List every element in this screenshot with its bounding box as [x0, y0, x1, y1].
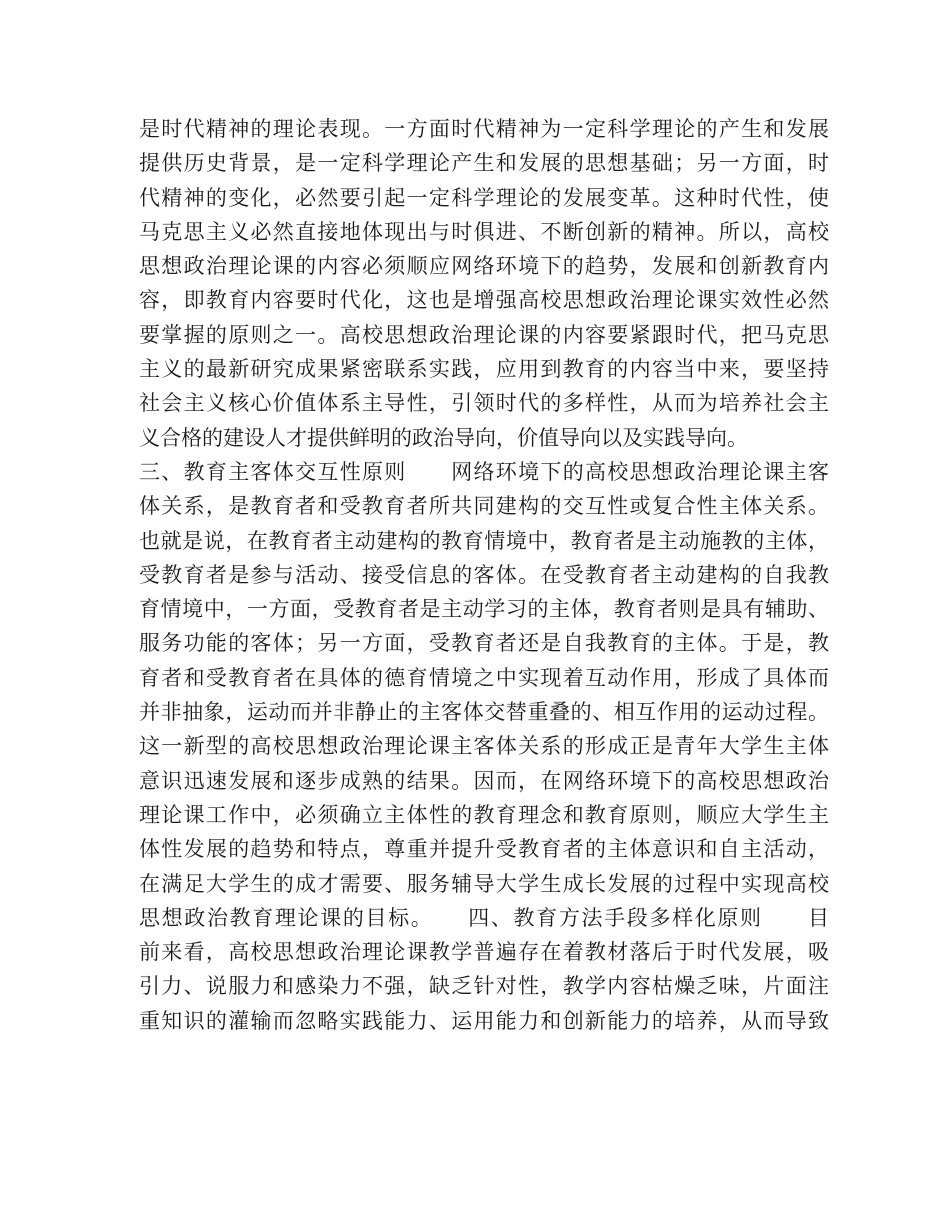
text-line: 要掌握的原则之一。高校思想政治理论课的内容要紧跟时代，把马克思 [139, 322, 829, 347]
text-line: 提供历史背景，是一定科学理论产生和发展的思想基础；另一方面，时 [139, 151, 829, 176]
text-line: 前来看，高校思想政治理论课教学普遍存在着教材落后于时代发展，吸 [139, 940, 829, 965]
text-line: 理论课工作中，必须确立主体性的教育理念和教育原则，顺应大学生主 [139, 802, 829, 827]
text-line: 义合格的建设人才提供鲜明的政治导向，价值导向以及实践导向。 [139, 425, 748, 450]
text-line: 在满足大学生的成才需要、服务辅导大学生成长发展的过程中实现高校 [139, 871, 829, 896]
text-line: 主义的最新研究成果紧密联系实践，应用到教育的内容当中来，要坚持 [139, 357, 829, 382]
text-line: 引力、说服力和感染力不强，缺乏针对性，教学内容枯燥乏味，片面注 [139, 974, 829, 999]
body-text [139, 112, 829, 1038]
text-line: 服务功能的客体；另一方面，受教育者还是自我教育的主体。于是，教 [139, 631, 829, 656]
text-line: 体关系，是教育者和受教育者所共同建构的交互性或复合性主体关系。 [139, 494, 829, 519]
text-line: 思想政治理论课的内容必须顺应网络环境下的趋势，发展和创新教育内 [139, 254, 829, 279]
text-line: 并非抽象，运动而并非静止的主客体交替重叠的、相互作用的运动过程。 [139, 700, 829, 725]
text-line: 马克思主义必然直接地体现出与时俱进、不断创新的精神。所以，高校 [139, 219, 829, 244]
text-line: 是时代精神的理论表现。一方面时代精神为一定科学理论的产生和发展 [139, 117, 829, 141]
text-line: 受教育者是参与活动、接受信息的客体。在受教育者主动建构的自我教 [139, 562, 829, 587]
text-line: 思想政治教育理论课的目标。 四、教育方法手段多样化原则 目 [139, 905, 829, 930]
text-line: 这一新型的高校思想政治理论课主客体关系的形成正是青年大学生主体 [139, 734, 829, 759]
text-line: 容，即教育内容要时代化，这也是增强高校思想政治理论课实效性必然 [139, 288, 829, 313]
text-line: 意识迅速发展和逐步成熟的结果。因而，在网络环境下的高校思想政治 [139, 768, 829, 793]
text-line: 育者和受教育者在具体的德育情境之中实现着互动作用，形成了具体而 [139, 665, 829, 690]
text-line: 社会主义核心价值体系主导性，引领时代的多样性，从而为培养社会主 [139, 391, 829, 416]
text-line: 代精神的变化，必然要引起一定科学理论的发展变革。这种时代性，使 [139, 185, 829, 210]
text-line: 体性发展的趋势和特点，尊重并提升受教育者的主体意识和自主活动， [139, 837, 829, 862]
text-line: 育情境中，一方面，受教育者是主动学习的主体，教育者则是具有辅助、 [139, 597, 829, 622]
text-line: 重知识的灌输而忽略实践能力、运用能力和创新能力的培养，从而导致 [139, 1008, 829, 1033]
text-line: 三、教育主客体交互性原则 网络环境下的高校思想政治理论课主客 [139, 459, 829, 484]
text-line: 也就是说，在教育者主动建构的教育情境中，教育者是主动施教的主体， [139, 528, 829, 553]
